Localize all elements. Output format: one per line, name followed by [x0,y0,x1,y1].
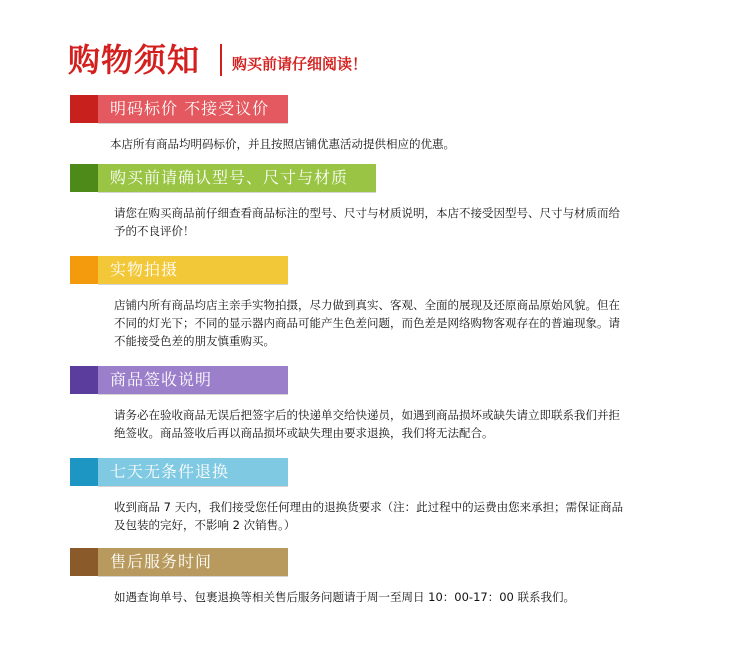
section-text: 如遇查询单号、包裹退换等相关售后服务问题请于周一至周日 10：00-17：00 联系我们。 [114,590,575,604]
heading-color-block [70,164,98,192]
section-heading-bar [70,458,288,486]
heading-color-block [70,548,98,576]
section-text: 收到商品 7 天内，我们接受您任何理由的退换货要求（注：此过程中的运费由您来承担；需保证商品及包装的完好，不影响 2 次销售。） [114,500,624,532]
section-text: 请您在购买商品前仔细查看商品标注的型号、尺寸与材质说明，本店不接受因型号、尺寸与材质而给予的不良评价！ [114,206,620,238]
section-text: 本店所有商品均明码标价，并且按照店铺优惠活动提供相应的优惠。 [110,137,455,151]
heading-color-block [70,366,98,394]
section-heading: 售后服务时间 [110,552,213,571]
section-model-size [70,164,670,240]
page-title: 购物须知 [68,41,201,79]
heading-color-block [70,256,98,284]
section-heading: 商品签收说明 [110,370,213,389]
page-subtitle: 购买前请仔细阅读！ [232,55,368,73]
section-heading-bar [70,95,288,123]
section-text: 请务必在验收商品无误后把签字后的快递单交给快递员，如遇到商品损坏或缺失请立即联系我们并拒绝签收。商品签收后再以商品损坏或缺失理由要求退换，我们将无法配合。 [114,408,620,440]
title-divider [220,44,222,76]
section-text: 店铺内所有商品均店主亲手实物拍摄，尽力做到真实、客观、全面的展现及还原商品原始风貌。但在不同的灯光下；不同的显示器内商品可能产生色差问题，而色差是网络购物客观存在的普遍现象。请不能接受色差的朋友慎重购买。 [114,298,620,348]
section-heading: 实物拍摄 [110,260,179,279]
section-heading-bar [70,164,376,192]
section-service-hours [70,548,670,606]
section-receipt [70,366,670,442]
section-heading: 七天无条件退换 [110,462,230,481]
heading-color-block [70,458,98,486]
section-returns [70,458,670,534]
section-heading: 明码标价 不接受议价 [110,99,270,118]
heading-color-block [70,95,98,123]
section-heading-bar [70,548,288,576]
section-real-photos [70,256,670,350]
section-heading-bar [70,366,288,394]
section-heading: 购买前请确认型号、尺寸与材质 [110,168,349,187]
section-price [70,95,670,153]
section-heading-bar [70,256,288,284]
